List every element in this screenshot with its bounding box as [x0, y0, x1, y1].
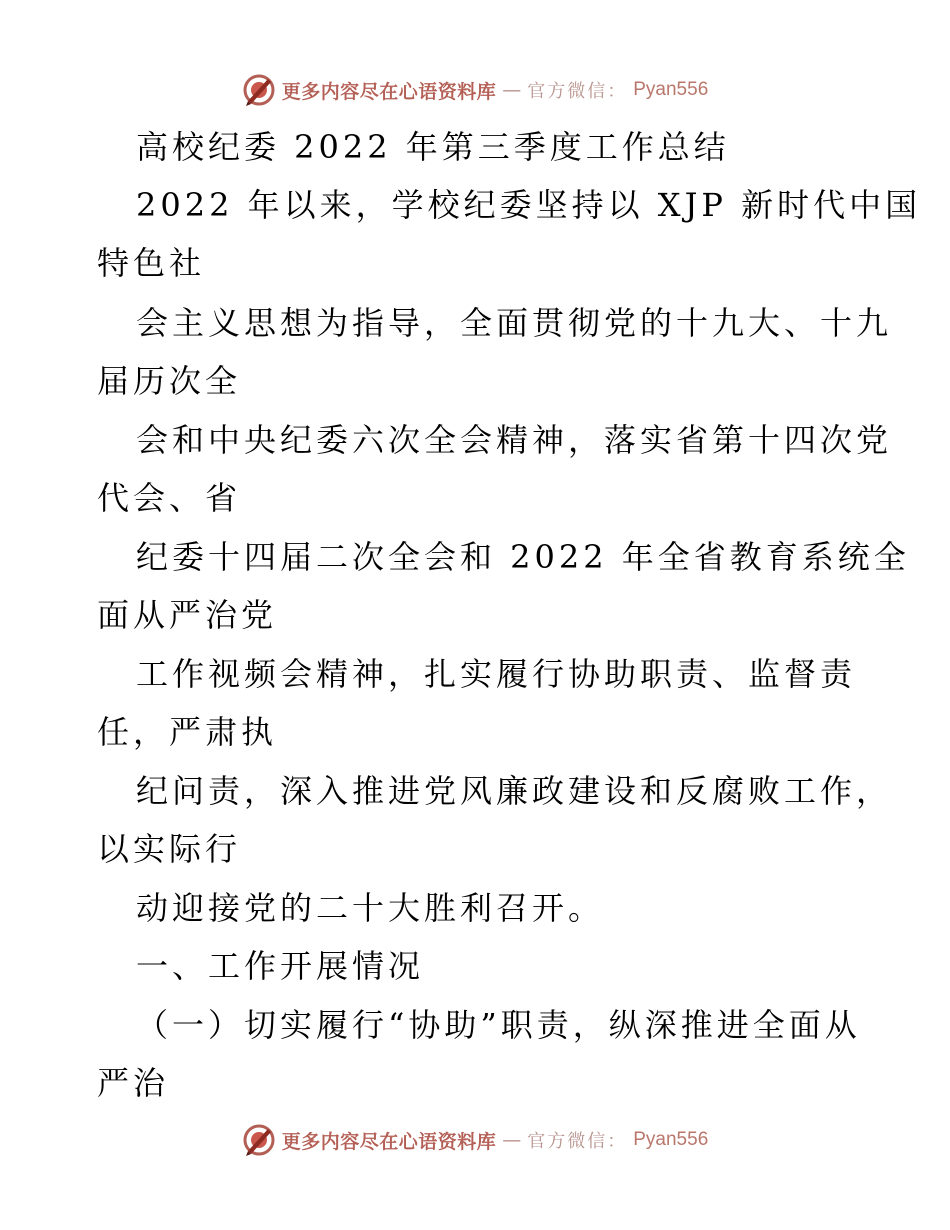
text-line: 2022 年以来，学校纪委坚持以 XJP 新时代中国	[136, 186, 922, 224]
watermark-dash: —	[502, 79, 522, 101]
text-line: 代会、省	[97, 479, 242, 517]
watermark-header	[0, 70, 950, 110]
watermark-footer	[0, 1120, 950, 1160]
text-line: 特色社	[97, 244, 206, 282]
text-line: 动迎接党的二十大胜利召开。	[136, 889, 605, 927]
watermark-label: 官方微信：	[527, 81, 628, 102]
document-title: 高校纪委 2022 年第三季度工作总结	[136, 128, 730, 166]
text-line: 会主义思想为指导，全面贯彻党的十九大、十九	[136, 304, 893, 342]
watermark-dash: —	[502, 1129, 522, 1151]
watermark-id: Pyan556	[633, 1129, 709, 1150]
text-line: 届历次全	[97, 362, 242, 400]
text-line: 纪委十四届二次全会和 2022 年全省教育系统全	[136, 538, 910, 576]
text-line: 严治	[97, 1064, 170, 1102]
pen-logo-icon	[242, 73, 276, 107]
text-line: 工作视频会精神，扎实履行协助职责、监督责	[136, 655, 857, 693]
text-line: 任，严肃执	[97, 713, 278, 751]
watermark-text: 更多内容尽在心语资料库	[281, 80, 497, 103]
section-heading: 一、工作开展情况	[136, 947, 425, 985]
watermark-text: 更多内容尽在心语资料库	[281, 1130, 497, 1153]
text-line: 会和中央纪委六次全会精神，落实省第十四次党	[136, 421, 893, 459]
watermark-label: 官方微信：	[527, 1131, 628, 1152]
text-line: 纪问责，深入推进党风廉政建设和反腐败工作，	[136, 772, 893, 810]
text-line: 以实际行	[97, 830, 242, 868]
subsection-heading: （一）切实履行“协助”职责，纵深推进全面从	[136, 1006, 861, 1044]
pen-logo-icon	[242, 1123, 276, 1157]
watermark-id: Pyan556	[633, 79, 709, 100]
text-line: 面从严治党	[97, 596, 278, 634]
